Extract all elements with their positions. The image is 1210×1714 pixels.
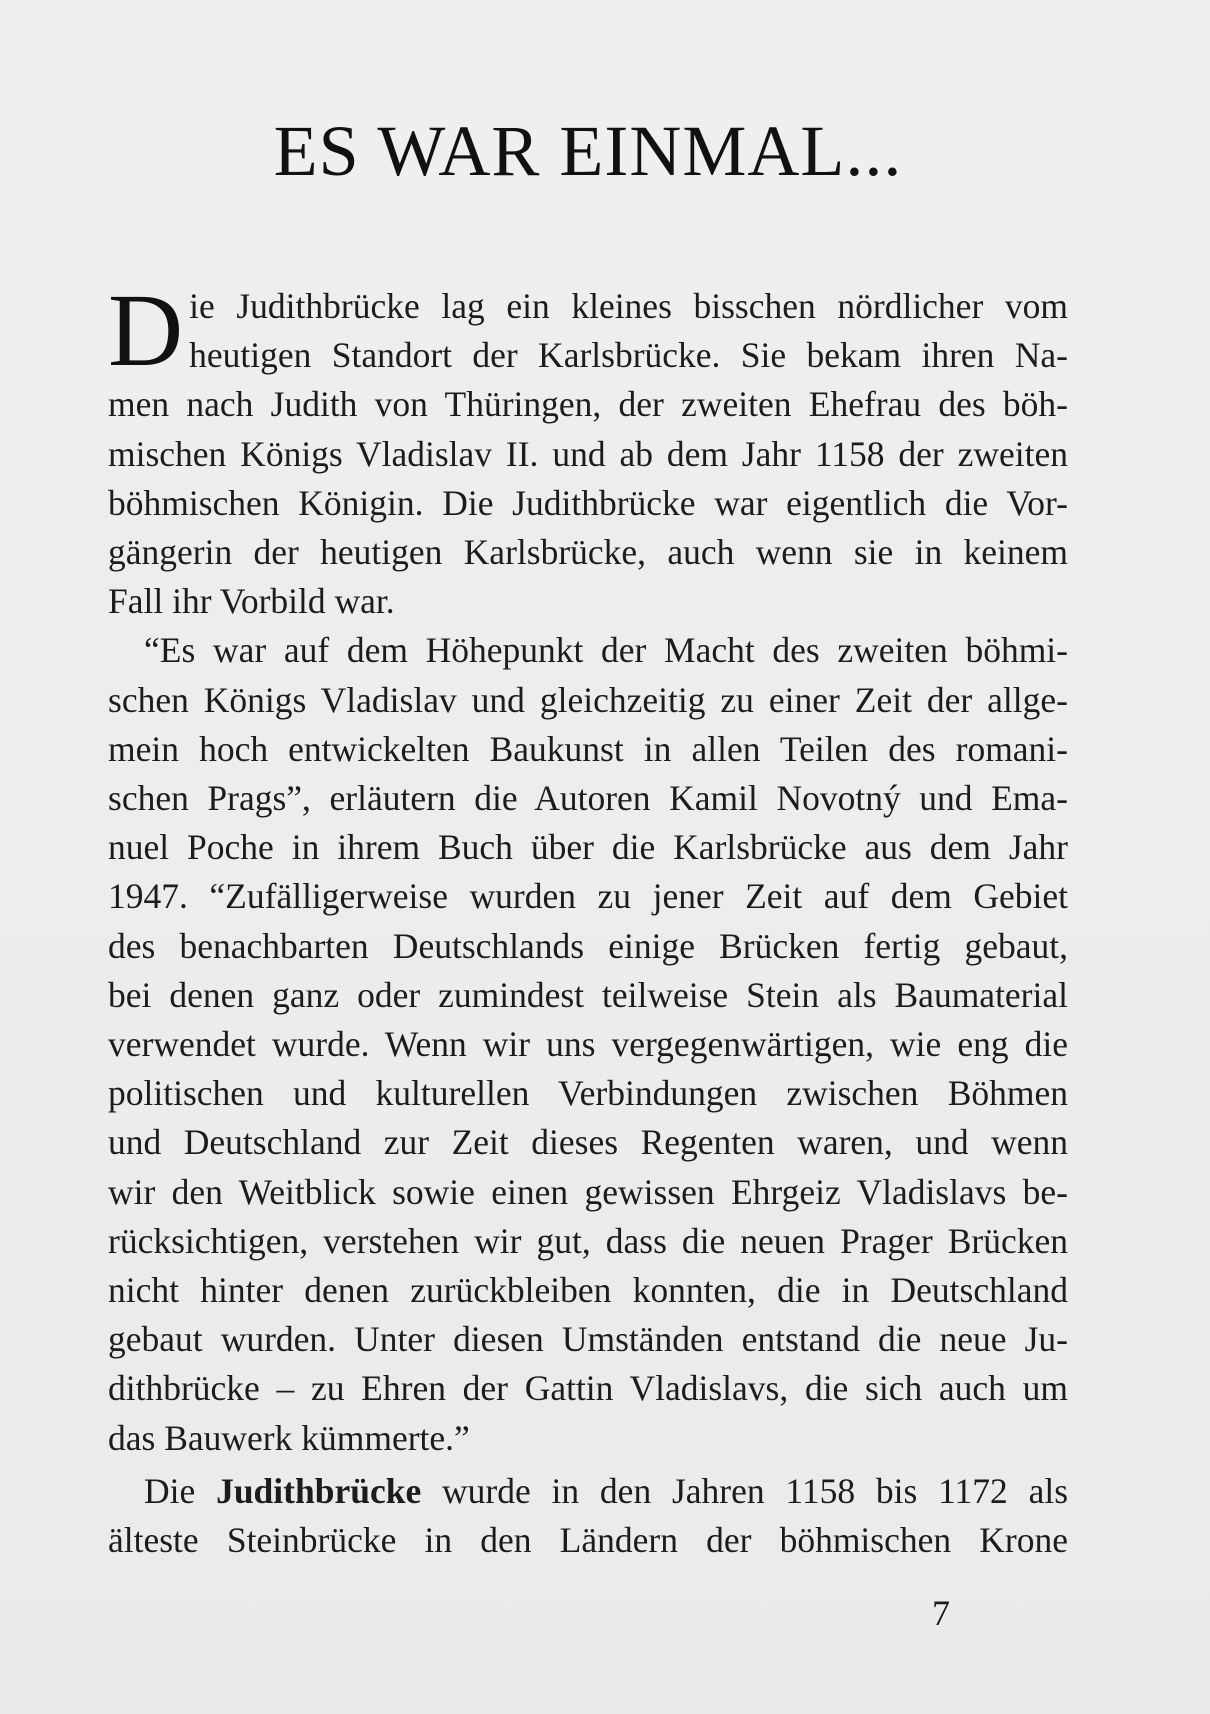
page-number: 7 [932,1593,950,1633]
text-line: wir den Weitblick sowie einen gewissen Ehrgeiz Vladislavs be- [108,1171,1068,1212]
text-line: men nach Judith von Thüringen, der zweiten Ehefrau des böh- [108,384,1068,425]
text-line: “Es war auf dem Höhepunkt der Macht des zweiten böhmi- [144,630,1068,671]
text-line: heutigen Standort der Karlsbrücke. Sie bekam ihren Na- [189,335,1068,376]
text-line: und Deutschland zur Zeit dieses Regenten waren, und wenn [108,1122,1068,1163]
text-line: dithbrücke – zu Ehren der Gattin Vladislavs, die sich auch um [108,1368,1068,1409]
text-line: verwendet wurde. Wenn wir uns vergegenwärtigen, wie eng die [108,1024,1068,1065]
text-line: schen Königs Vladislav und gleichzeitig zu einer Zeit der allge- [108,679,1068,720]
text-line: schen Prags”, erläutern die Autoren Kamil Novotný und Ema- [108,778,1068,819]
text-line: 1947. “Zufälligerweise wurden zu jener Zeit auf dem Gebiet [108,876,1068,917]
text-line: ie Judithbrücke lag ein kleines bisschen nördlicher vom [189,286,1068,326]
body-text [108,273,1069,1565]
text-lead: Die [144,1470,196,1511]
text-line: mischen Königs Vladislav II. und ab dem Jahr 1158 der zweiten [108,433,1068,474]
text-rest: wurde in den Jahren 1158 bis 1172 als [442,1470,1069,1511]
text-line: böhmischen Königin. Die Judithbrücke war eigentlich die Vor- [108,482,1068,523]
text-line: Fall ihr Vorbild war. [108,581,395,622]
text-line: nicht hinter denen zurückbleiben konnten, die in Deutschland [108,1270,1068,1311]
text-line: mein hoch entwickelten Baukunst in allen Teilen des romani- [108,728,1068,769]
text-line: des benachbarten Deutschlands einige Brücken fertig gebaut, [108,925,1068,966]
text-line: nuel Poche in ihrem Buch über die Karlsbrücke aus dem Jahr [108,827,1068,868]
text-line: rücksichtigen, verstehen wir gut, dass die neuen Prager Brücken [108,1220,1068,1261]
text-line: politischen und kulturellen Verbindungen zwischen Böhmen [108,1073,1068,1114]
paragraph-1 [108,273,1068,626]
paragraph-2 [108,626,1068,1462]
paragraph-3 [108,1467,1068,1565]
text-line: älteste Steinbrücke in den Ländern der böhmischen Krone [108,1520,1068,1561]
drop-cap-letter: D [108,273,184,388]
text-line: gängerin der heutigen Karlsbrücke, auch wenn sie in keinem [108,532,1068,573]
text-line: bei denen ganz oder zumindest teilweise Stein als Baumaterial [108,974,1068,1015]
bold-term: Judithbrücke [216,1470,422,1511]
text-line: gebaut wurden. Unter diesen Umständen entstand die neue Ju- [108,1319,1068,1360]
text-line: das Bauwerk kümmerte.” [108,1417,470,1458]
text-line [108,1467,1068,1516]
chapter-title: ES WAR EINMAL... [273,111,903,191]
